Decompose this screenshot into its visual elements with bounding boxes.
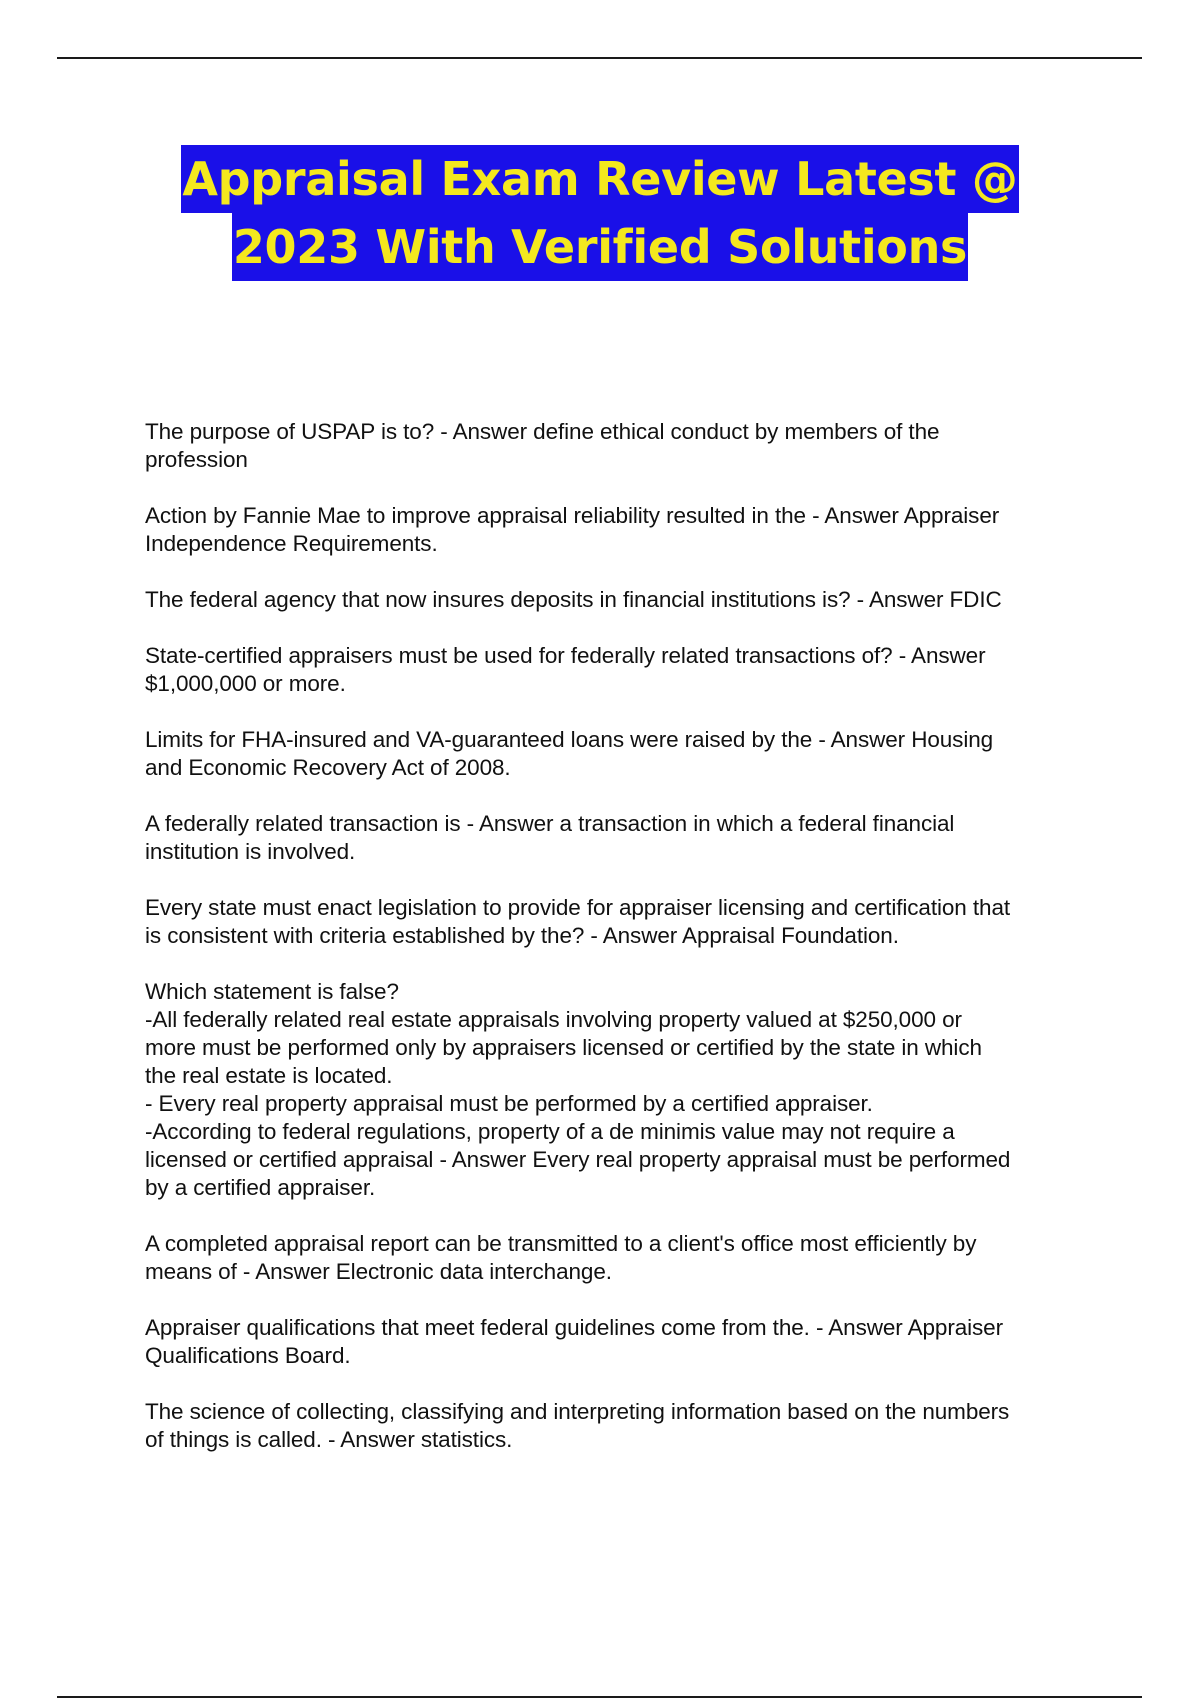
title-line-2: 2023 With Verified Solutions	[232, 213, 968, 281]
qa-item-appraiser-qualifications: Appraiser qualifications that meet federal guidelines come from the. - Answer Appraiser Qualifications Board.	[145, 1315, 1003, 1368]
document-title	[0, 145, 1200, 281]
title-line-1: Appraisal Exam Review Latest @	[181, 145, 1018, 213]
qa-item-state-certified: State-certified appraisers must be used for federally related transactions of? - Answer $1,000,000 or more.	[145, 643, 986, 696]
qa-item-fdic: The federal agency that now insures deposits in financial institutions is? - Answer FDIC	[145, 587, 1002, 612]
top-divider	[57, 57, 1142, 59]
bottom-divider	[57, 1696, 1142, 1698]
qa-item-federally-related-transaction: A federally related transaction is - Answer a transaction in which a federal financial institution is involved.	[145, 811, 955, 864]
qa-item-state-legislation: Every state must enact legislation to provide for appraiser licensing and certification that is consistent with criteria established by the? - Answer Appraisal Foundation.	[145, 895, 1011, 948]
qa-item-statistics: The science of collecting, classifying and interpreting information based on the numbers of things is called. - Answer statistics.	[145, 1399, 1010, 1452]
qa-item-fannie-mae: Action by Fannie Mae to improve appraisal reliability resulted in the - Answer Appraiser Independence Requirements.	[145, 503, 1000, 556]
qa-item-false-statement: Which statement is false? -All federally related real estate appraisals involving property valued at $250,000 or more must be performed only by appraisers licensed or certified by the state in which the real estate is located. - Every real property appraisal must be performed by a certified appraiser. -According to federal regulations, property of a de minimis value may not require a licensed or certified appraisal - Answer Every real property appraisal must be performed by a certified appraiser.	[145, 979, 1011, 1200]
qa-item-report-transmission: A completed appraisal report can be transmitted to a client's office most efficiently by means of - Answer Electronic data interchange.	[145, 1231, 977, 1284]
qa-item-uspap-purpose: The purpose of USPAP is to? - Answer define ethical conduct by members of the profession	[145, 419, 940, 472]
qa-item-fha-va-limits: Limits for FHA-insured and VA-guaranteed loans were raised by the - Answer Housing and Economic Recovery Act of 2008.	[145, 727, 994, 780]
question-answer-list	[145, 418, 1090, 1482]
